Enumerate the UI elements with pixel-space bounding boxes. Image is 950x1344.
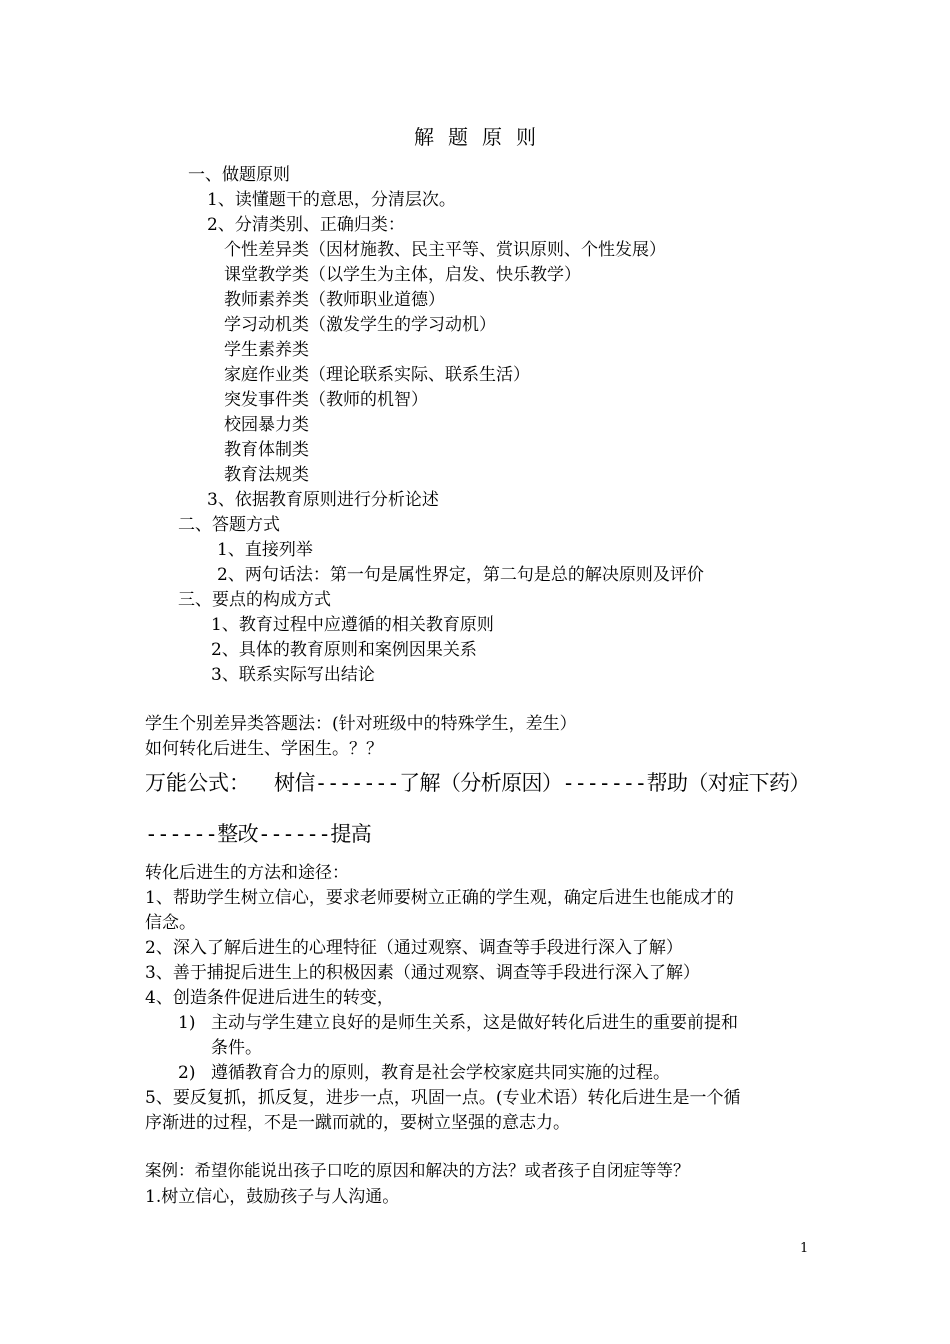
sub-item-2-number: 2) [178,1063,196,1083]
sub-item-1-cont: 条件。 [211,1038,262,1058]
sub-item-1: 主动与学生建立良好的是师生关系，这是做好转化后进生的重要前提和 [211,1013,738,1033]
category-item: 学习动机类（激发学生的学习动机） [224,315,496,335]
section2-heading: 二、答题方式 [178,515,280,535]
method-1: 1、帮助学生树立信心，要求老师要树立正确的学生观，确定后进生也能成才的 [145,888,734,908]
formula-label: 万能公式： [145,771,250,795]
sub-item-2: 遵循教育合力的原则，教育是社会学校家庭共同实施的过程。 [211,1063,670,1083]
method-4: 4、创造条件促进后进生的转变， [145,988,394,1008]
case-line2: 1.树立信心，鼓励孩子与人沟通。 [145,1187,400,1207]
method-2: 2、深入了解后进生的心理特征（通过观察、调查等手段进行深入了解） [145,938,683,958]
category-item: 家庭作业类（理论联系实际、联系生活） [224,365,530,385]
individual-line2: 如何转化后进生、学困生。？？ [145,739,383,759]
category-item: 教师素养类（教师职业道德） [224,290,445,310]
category-item: 突发事件类（教师的机智） [224,390,428,410]
category-item: 校园暴力类 [224,415,309,435]
method-5: 5、要反复抓，抓反复，进步一点，巩固一点。(专业术语）转化后进生是一个循 [145,1088,741,1108]
section2-item: 2、两句话法：第一句是属性界定，第二句是总的解决原则及评价 [217,565,704,585]
formula-line2: ------整改------提高 [145,822,372,846]
section3-item: 2、具体的教育原则和案例因果关系 [211,640,477,660]
section1-heading: 一、做题原则 [188,165,290,185]
case-line1: 案例：希望你能说出孩子口吃的原因和解决的方法？或者孩子自闭症等等？ [145,1161,690,1180]
section2-item: 1、直接列举 [217,540,313,560]
category-item: 课堂教学类（以学生为主体，启发、快乐教学） [224,265,581,285]
section1-item2: 2、分清类别、正确归类： [207,215,405,235]
section1-item1: 1、读懂题干的意思，分清层次。 [207,190,456,210]
methods-heading: 转化后进生的方法和途径： [145,863,349,883]
formula-line1: 树信-------了解（分析原因）-------帮助（对症下药） [274,771,810,795]
page-number: 1 [800,1241,809,1256]
individual-line1: 学生个别差异类答题法：(针对班级中的特殊学生，差生） [145,714,577,734]
category-item: 学生素养类 [224,340,309,360]
page-title: 解题原则 [414,125,550,149]
category-item: 教育法规类 [224,465,309,485]
category-item: 个性差异类（因材施教、民主平等、赏识原则、个性发展） [224,240,666,260]
method-1-cont: 信念。 [145,913,196,933]
method-5-cont: 序渐进的过程，不是一蹴而就的，要树立坚强的意志力。 [145,1113,570,1133]
section3-item: 3、联系实际写出结论 [211,665,375,685]
section3-item: 1、教育过程中应遵循的相关教育原则 [211,615,494,635]
section1-item3: 3、依据教育原则进行分析论述 [207,490,439,510]
section3-heading: 三、要点的构成方式 [178,590,331,610]
sub-item-1-number: 1) [178,1013,196,1033]
method-3: 3、善于捕捉后进生上的积极因素（通过观察、调查等手段进行深入了解） [145,963,700,983]
category-item: 教育体制类 [224,440,309,460]
